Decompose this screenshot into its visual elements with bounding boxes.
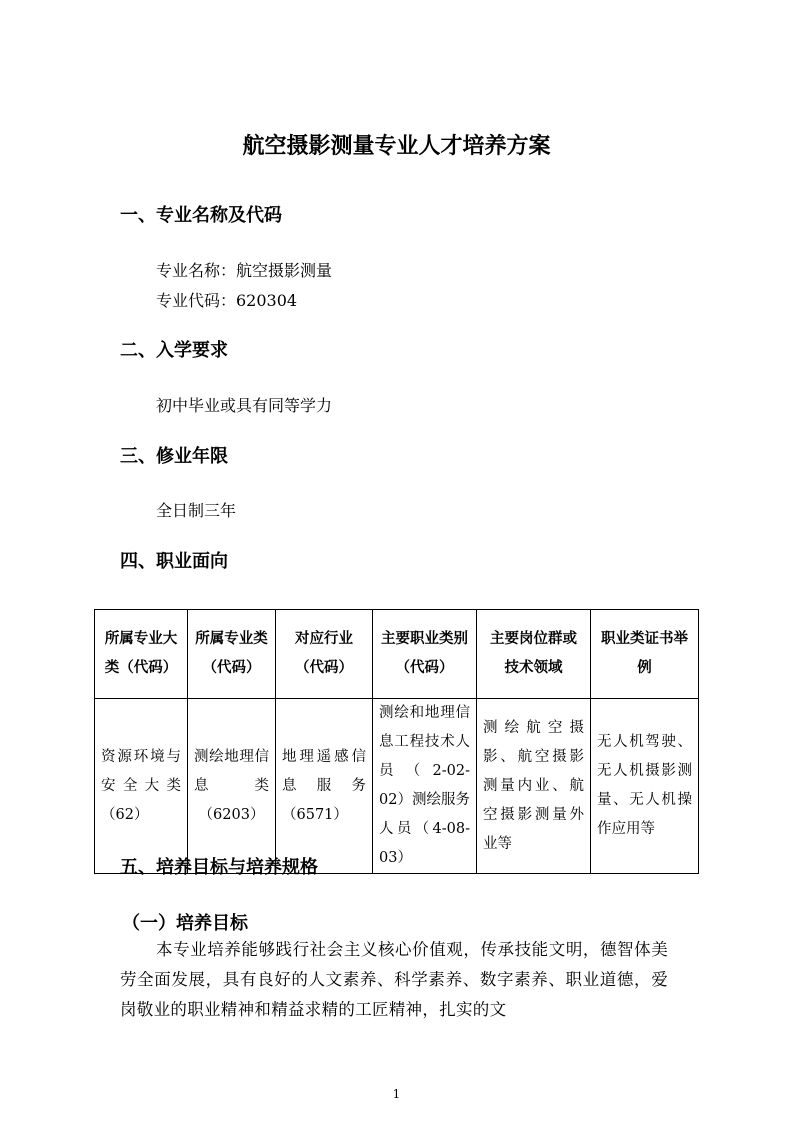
goal-paragraph: 本专业培养能够践行社会主义核心价值观，传承技能文明，德智体美劳全面发展，具有良好的人文素养、科学素养、数字素养、职业道德，爱岗敬业的职业精神和精益求精的工匠精神，扎实的文 [120,940,668,1019]
subsection-heading-goal: （一）培养目标 [122,913,248,934]
study-duration: 全日制三年 [156,501,237,520]
page-number: 1 [392,1087,401,1101]
table-header-cell: 主要岗位群或技术领域 [477,610,591,699]
occupation-table [94,609,699,874]
section-heading-major: 一、专业名称及代码 [120,205,282,226]
major-name: 专业名称：航空摄影测量 [156,261,333,280]
table-cell: 地理遥感信息服务（6571） [276,699,373,874]
table-cell: 测绘航空摄影、航空摄影测量内业、航空摄影测量外业等 [477,699,591,874]
section-heading-occupation: 四、职业面向 [120,551,228,572]
table-row [95,699,699,874]
page-title: 航空摄影测量专业人才培养方案 [242,134,551,159]
table-cell: 测绘和地理信息工程技术人员（2-02-02）测绘服务人员（4-08-03） [373,699,477,874]
table-header-cell: 所属专业类（代码） [188,610,276,699]
section-heading-objectives: 五、培养目标与培养规格 [120,857,318,878]
admission-requirement: 初中毕业或具有同等学力 [156,396,333,415]
table-cell: 测绘地理信息类（6203） [188,699,276,874]
table-header-cell: 职业类证书举例 [591,610,699,699]
table-cell: 资源环境与安全大类（62） [95,699,188,874]
major-code: 专业代码：620304 [156,291,298,310]
table-header-cell: 对应行业（代码） [276,610,373,699]
section-heading-duration: 三、修业年限 [120,446,228,467]
table-header-cell: 主要职业类别（代码） [373,610,477,699]
section-heading-admission: 二、入学要求 [120,340,228,361]
table-cell: 无人机驾驶、无人机摄影测量、无人机操作应用等 [591,699,699,874]
table-header-row [95,610,699,699]
table-header-cell: 所属专业大类（代码） [95,610,188,699]
